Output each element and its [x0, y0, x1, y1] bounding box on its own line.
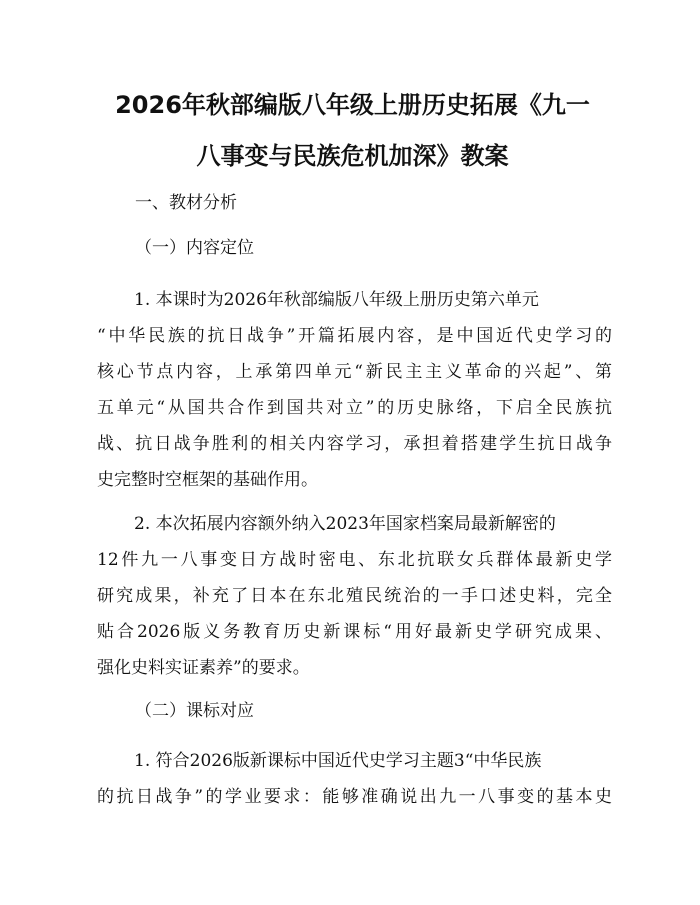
paragraph-2 — [97, 506, 612, 686]
paragraph-2-line-3: 研究成果，补充了日本在东北殖民统治的一手口述史料，完全 — [97, 586, 612, 606]
document-title-line-1: 2026年秋部编版八年级上册历史拓展《九一 — [115, 91, 590, 119]
section-heading-textbook-analysis: 一、教材分析 — [135, 193, 237, 213]
paragraph-1-line-3: 核心节点内容，上承第四单元“新民主主义革命的兴起”、第 — [97, 362, 612, 382]
paragraph-1-line-2: “中华民族的抗日战争”开篇拓展内容，是中国近代史学习的 — [97, 326, 612, 346]
paragraph-3-line-2: 的抗日战争”的学业要求：能够准确说出九一八事变的基本史 — [97, 787, 612, 807]
paragraph-1 — [97, 282, 612, 498]
subsection-heading-content-positioning: （一）内容定位 — [135, 238, 254, 258]
paragraph-3-line-1: 1. 符合2026版新课标中国近代史学习主题3“中华民族 — [134, 751, 542, 771]
document-title-line-2: 八事变与民族危机加深》教案 — [196, 142, 509, 170]
subsection-heading-curriculum-standards: （二）课标对应 — [135, 701, 254, 721]
paragraph-2-line-5: 强化史料实证素养”的要求。 — [97, 658, 310, 678]
paragraph-1-line-5: 战、抗日战争胜利的相关内容学习，承担着搭建学生抗日战争 — [97, 434, 612, 454]
paragraph-3 — [97, 743, 612, 815]
paragraph-1-line-4: 五单元“从国共合作到国共对立”的历史脉络，下启全民族抗 — [97, 398, 612, 418]
paragraph-2-line-1: 2. 本次拓展内容额外纳入2023年国家档案局最新解密的 — [134, 514, 556, 534]
paragraph-2-line-4: 贴合2026版义务教育历史新课标“用好最新史学研究成果、 — [97, 622, 612, 642]
paragraph-2-line-2: 12件九一八事变日方战时密电、东北抗联女兵群体最新史学 — [97, 550, 612, 570]
paragraph-1-line-6: 史完整时空框架的基础作用。 — [97, 470, 318, 490]
paragraph-1-line-1: 1. 本课时为2026年秋部编版八年级上册历史第六单元 — [134, 290, 539, 310]
